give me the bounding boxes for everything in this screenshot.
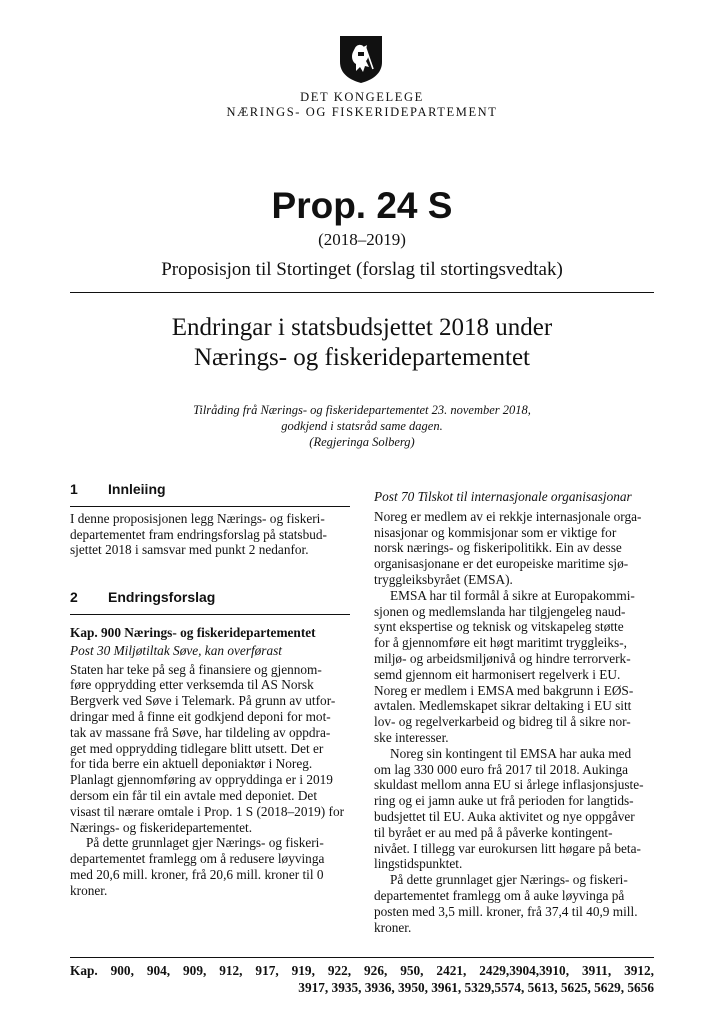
section-title: Innleiing	[108, 481, 166, 497]
section-rule	[70, 506, 350, 507]
post-heading: Post 30 Miljøtiltak Søve, kan overførast	[70, 642, 282, 658]
section-heading-1	[70, 482, 350, 498]
body-paragraph: EMSA har til formål å sikre at Europakommi- sjonen og medlemslanda har tilgjengeleg naud- synt ekspertise og teknisk og vitskapeleg støtte for å gjennomføre eit høgt maritimt tryggleiks-, miljø- og arbeidsmiljønivå og hindre terrorverk- semd gjennom eit harmonisert regelverk i EU. Noreg er medlem i EMSA med bakgrunn i EØS- avtalen. Medlemskapet sikrar deltaking i EU sitt lov- og regelverkarbeid og bidreg til å sikre nor- ske interesser.	[374, 587, 635, 745]
coat-of-arms-icon	[338, 34, 384, 84]
chapter-heading: Kap. 900 Nærings- og fiskeridepartementet	[70, 624, 316, 640]
header-divider	[70, 292, 654, 293]
footer-chapter-list	[70, 962, 654, 996]
approval-line2: godkjend i statsråd same dagen.	[281, 419, 443, 433]
body-paragraph: På dette grunnlaget gjer Nærings- og fiskeri- departementet framlegg om å auke løyvinga på posten med 3,5 mill. kroner, frå 37,4 til 40,9 mill. kroner.	[374, 872, 638, 935]
footer-line2: 3917, 3935, 3936, 3950, 3961, 5329,5574, 5613, 5625, 5629, 5656	[298, 980, 654, 995]
ministry-name-line1: DET KONGELEGE	[300, 90, 424, 104]
left-column	[70, 482, 350, 899]
section-number: 1	[70, 481, 78, 497]
footer-divider	[70, 957, 654, 958]
approval-line3: (Regjeringa Solberg)	[309, 435, 415, 449]
proposition-subtitle: Proposisjon til Stortinget (forslag til stortingsvedtak)	[161, 259, 563, 280]
section-title: Endringsforslag	[108, 589, 216, 606]
session-years: (2018–2019)	[318, 230, 406, 249]
body-paragraph: Staten har teke på seg å finansiere og gjennom- føre opprydding etter verksemda til AS Norsk Bergverk ved Søve i Telemark. På grunn av utfor- dringar med å finne eit godkjend deponi for mot- tak av massane frå Søve, har tildeling av oppdra- get med opprydding tidlegare blitt utsett. Det er for tida berre ein aktuell deponiaktør i Noreg. Planlagt gjennomføring av oppryddinga er i 2019 dersom ein får til ein avtale med deponiet. Det visast til nærare omtale i Prop. 1 S (2018–2019) for Nærings- og fiskeridepartementet.	[70, 661, 345, 835]
section-number: 2	[70, 589, 78, 606]
intro-paragraph: I denne proposisjonen legg Nærings- og fiskeri- departementet fram endringsforslag på statsbud- sjettet 2018 i samsvar med punkt 2 nedanfor.	[70, 510, 327, 558]
body-paragraph: På dette grunnlaget gjer Nærings- og fiskeri- departementet framlegg om å redusere løyvinga med 20,6 mill. kroner, frå 20,6 mill. kroner til 0 kroner.	[70, 835, 325, 898]
post-heading: Post 70 Tilskot til internasjonale organisasjonar	[374, 489, 632, 504]
document-title-line2: Nærings- og fiskeridepartementet	[193, 344, 530, 371]
section-heading-2	[70, 590, 350, 606]
proposition-number: Prop. 24 S	[271, 185, 453, 226]
document-title-line1: Endringar i statsbudsjettet 2018 under	[171, 314, 553, 341]
ministry-name-line2: NÆRINGS- OG FISKERIDEPARTEMENT	[226, 105, 498, 119]
body-paragraph: Noreg sin kontingent til EMSA har auka med om lag 330 000 euro frå 2017 til 2018. Aukinga skuldast mellom anna EU si årlege inflasjonsjuste- ring og ei jamn auke ut frå perioden for langtids- budsjettet til EU. Auka aktivitet og nye oppgåver til byrået er au med på å påverke kontingent- nivået. I tillegg var eurokursen litt høgare på beta- lingstidspunktet.	[374, 745, 644, 872]
right-column	[374, 489, 654, 935]
body-paragraph: Noreg er medlem av ei rekkje internasjonale orga- nisasjonar og kommisjonar som er viktige for norsk nærings- og fiskeripolitikk. Ein av desse organisasjonane er det europeiske maritime sjø- tryggleiksbyrået (EMSA).	[374, 508, 642, 587]
approval-line1: Tilråding frå Nærings- og fiskeridepartementet 23. november 2018,	[193, 403, 531, 417]
section-rule	[70, 614, 350, 615]
footer-line1: Kap. 900, 904, 909, 912, 917, 919, 922, 926, 950, 2421, 2429,3904,3910, 3911, 3912,	[70, 963, 654, 978]
